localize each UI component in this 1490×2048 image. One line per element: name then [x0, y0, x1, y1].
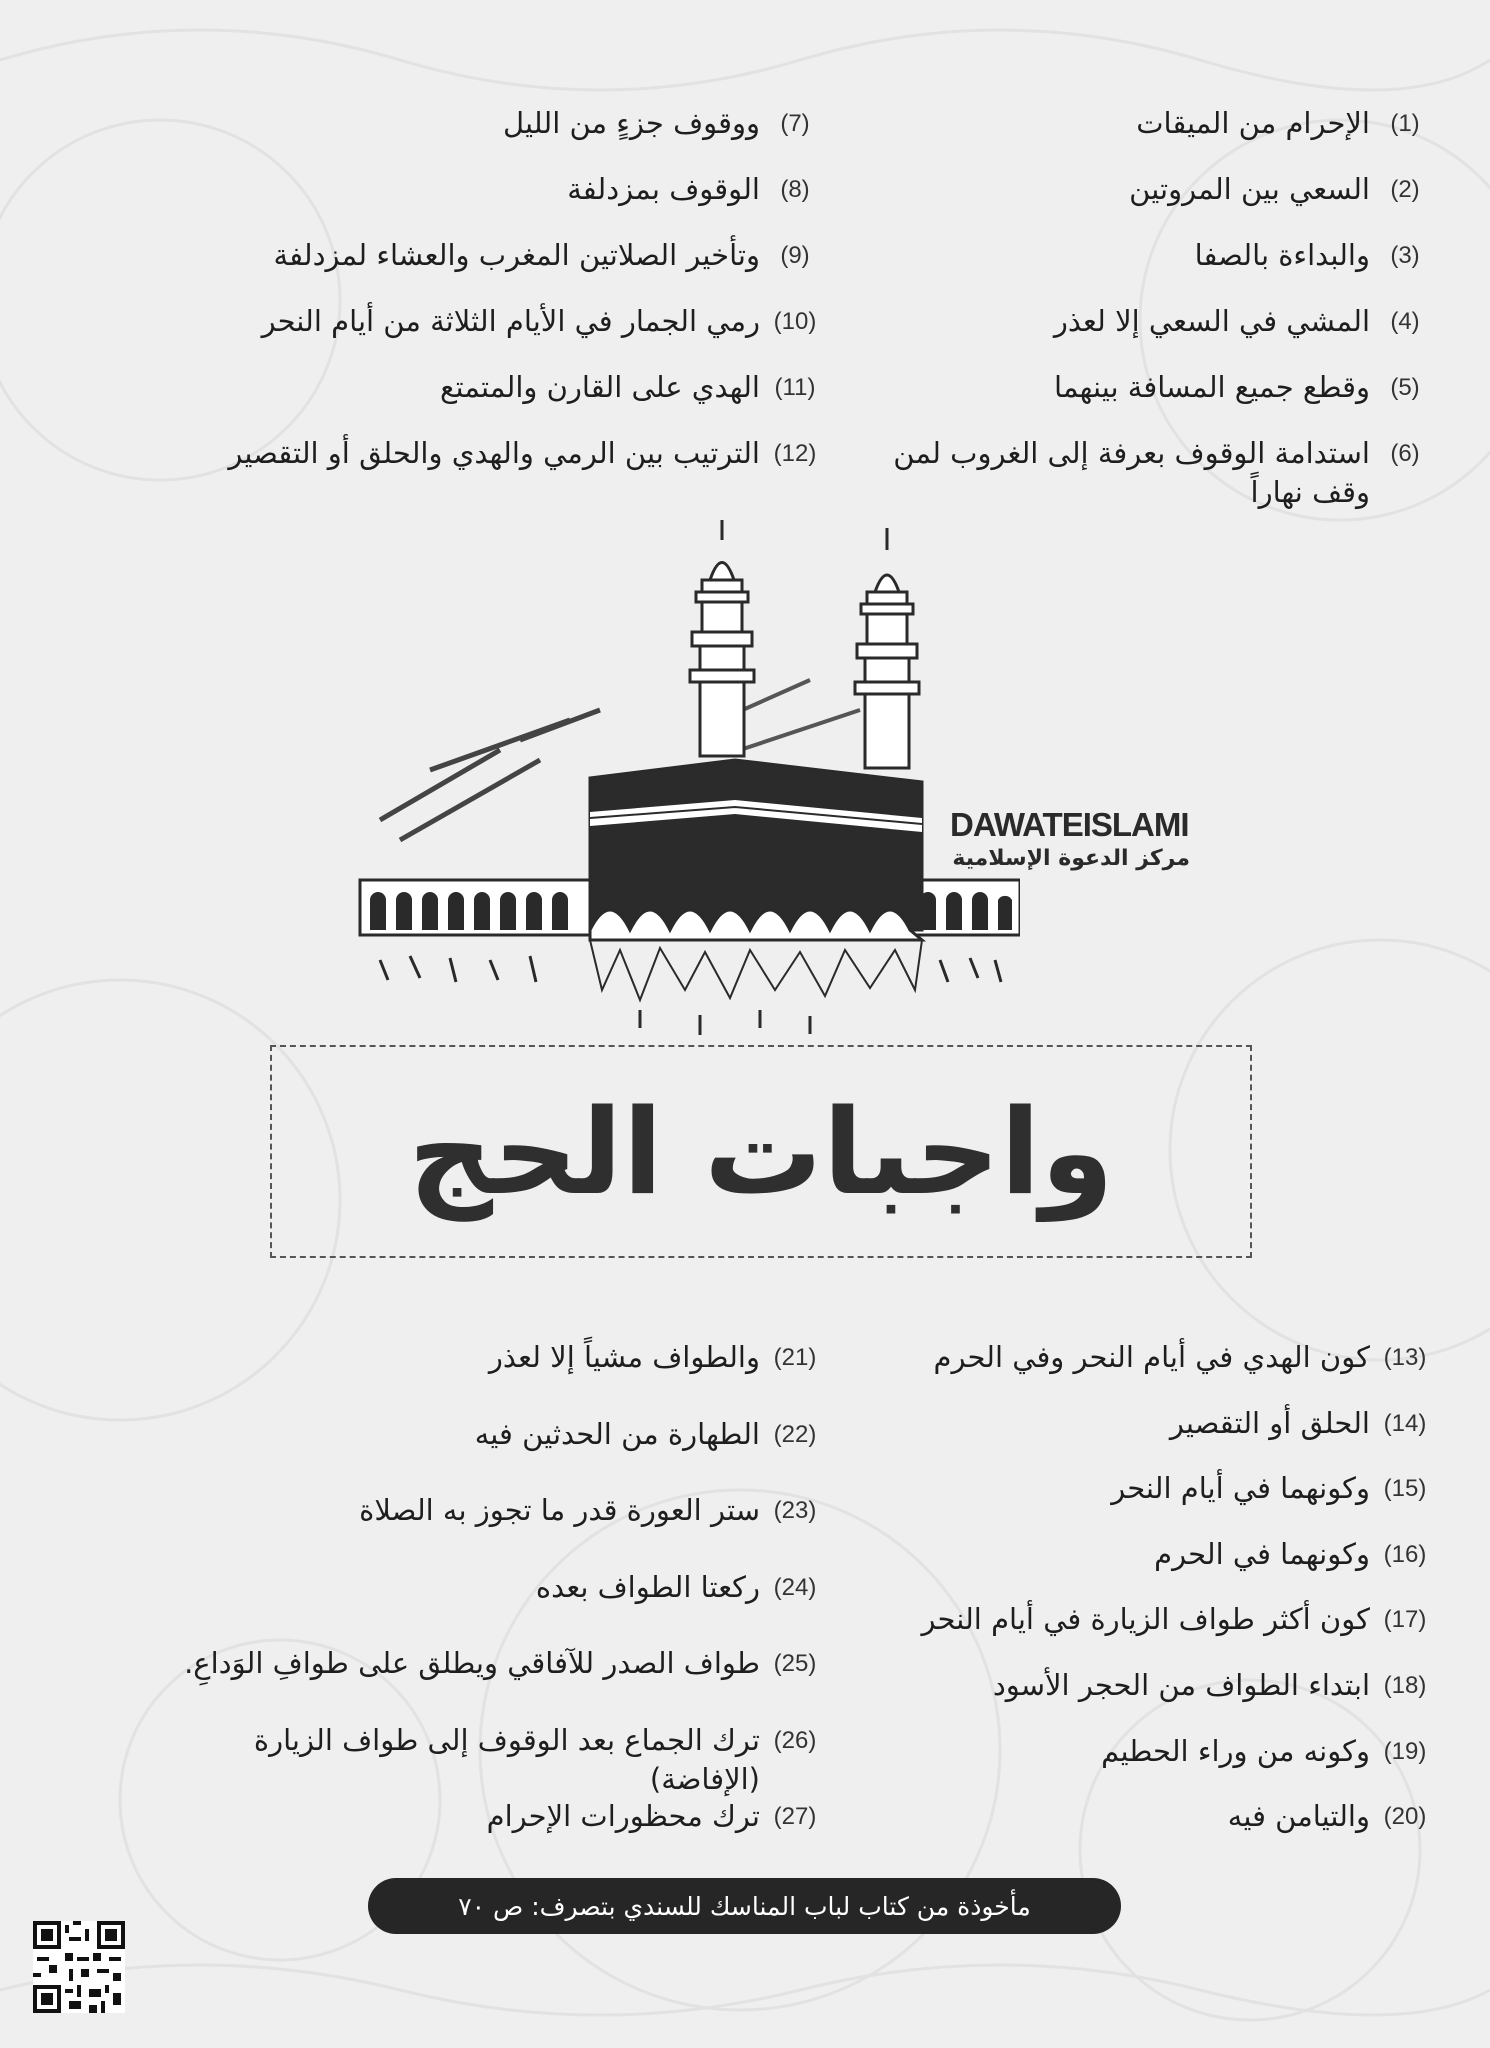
list-item [820, 170, 1440, 236]
kaaba-illustration [340, 520, 1020, 1040]
item-number: (26) [773, 1726, 817, 1754]
item-text: المشي في السعي إلا لعذر [1053, 304, 1370, 338]
item-number: (15) [1383, 1475, 1427, 1503]
list-item [170, 1338, 830, 1415]
list-item [170, 302, 830, 368]
title-frame [270, 1045, 1252, 1258]
item-number: (17) [1383, 1606, 1427, 1634]
item-number: (7) [780, 110, 810, 137]
item-number: (11) [774, 374, 816, 401]
kaaba [590, 760, 922, 1000]
item-number: (5) [1390, 374, 1420, 401]
item-text: وتأخير الصلاتين المغرب والعشاء لمزدلفة [273, 238, 760, 272]
item-number: (3) [1390, 242, 1420, 269]
list-item [820, 302, 1440, 368]
minaret-right [855, 528, 919, 768]
item-text: الوقوف بمزدلفة [567, 172, 760, 206]
item-number: (24) [773, 1573, 817, 1601]
item-number: (14) [1383, 1409, 1427, 1437]
item-text: ابتداء الطواف من الحجر الأسود [992, 1667, 1370, 1702]
list-item [170, 368, 830, 434]
item-text: كون أكثر طواف الزيارة في أيام النحر [921, 1602, 1370, 1637]
qr-code[interactable] [33, 1921, 125, 2013]
list-item [820, 1404, 1440, 1470]
item-text: السعي بين المروتين [1129, 172, 1370, 206]
list-item [820, 104, 1440, 170]
list-item [820, 368, 1440, 434]
logo-text-ar: مركز الدعوة الإسلامية [952, 846, 1190, 871]
item-text: ركعتا الطواف بعده [535, 1569, 760, 1604]
item-number: (20) [1383, 1803, 1427, 1831]
list-item [820, 1666, 1440, 1732]
item-number: (16) [1383, 1540, 1427, 1568]
list-item [820, 1338, 1440, 1404]
list-item [820, 236, 1440, 302]
list-item [170, 104, 830, 170]
item-text: ووقوف جزءٍ من الليل [503, 106, 760, 140]
item-number: (13) [1383, 1344, 1427, 1371]
list-item [820, 434, 1440, 512]
item-text: وكونهما في أيام النحر [1111, 1471, 1370, 1506]
list-item [170, 1721, 830, 1798]
list-item [820, 1732, 1440, 1798]
item-text: الحلق أو التقصير [1169, 1405, 1370, 1440]
list-item [170, 1644, 830, 1721]
item-text: وكونه من وراء الحطيم [1101, 1733, 1370, 1768]
logo-text-en: DAWATEISLAMI [950, 806, 1189, 843]
duties-list-top-right [820, 104, 1440, 512]
item-text: الترتيب بين الرمي والهدي والحلق أو التقصير [228, 436, 760, 470]
list-item [820, 1797, 1440, 1863]
item-text: والتيامن فيه [1227, 1799, 1370, 1834]
item-number: (1) [1390, 110, 1420, 137]
item-text: ستر العورة قدر ما تجوز به الصلاة [359, 1493, 760, 1527]
item-number: (6) [1390, 440, 1420, 467]
list-item [170, 434, 830, 500]
list-item [170, 1568, 830, 1645]
item-number: (9) [780, 242, 810, 269]
item-number: (19) [1383, 1737, 1427, 1765]
list-item [820, 1535, 1440, 1601]
item-text: الطهارة من الحدثين فيه [474, 1416, 760, 1451]
item-text: رمي الجمار في الأيام الثلاثة من أيام النحر [261, 304, 760, 338]
item-text: والطواف مشياً إلا لعذر [488, 1340, 760, 1374]
list-item [820, 1600, 1440, 1666]
duties-list-bottom-right [820, 1338, 1440, 1863]
item-text: كون الهدي في أيام النحر وفي الحرم [933, 1340, 1370, 1374]
item-number: (23) [773, 1497, 817, 1524]
item-number: (18) [1383, 1671, 1427, 1699]
item-text: وقطع جميع المسافة بينهما [1054, 370, 1370, 404]
list-item [170, 1415, 830, 1492]
item-number: (8) [780, 176, 810, 203]
list-item [170, 170, 830, 236]
item-number: (22) [773, 1420, 817, 1448]
item-number: (4) [1390, 308, 1420, 335]
item-text: استدامة الوقوف بعرفة إلى الغروب لمن وقف نهاراً [893, 436, 1370, 510]
item-text: الإحرام من الميقات [1136, 106, 1370, 140]
minaret-left [690, 520, 754, 756]
list-item [170, 236, 830, 302]
item-number: (12) [773, 440, 817, 467]
page-title: واجبات الحج [408, 1082, 1114, 1221]
dawateislami-logo [950, 806, 1190, 886]
item-number: (21) [773, 1344, 817, 1371]
item-text: وكونهما في الحرم [1154, 1536, 1370, 1571]
item-number: (25) [773, 1650, 817, 1677]
item-text: ترك الجماع بعد الوقوف إلى طواف الزيارة (الإفاضة) [253, 1722, 760, 1796]
item-number: (2) [1390, 176, 1420, 203]
item-text: طواف الصدر للآفاقي ويطلق على طوافِ الوَداعِ. [184, 1646, 760, 1680]
item-text: ترك محظورات الإحرام [486, 1799, 760, 1833]
source-citation: مأخوذة من كتاب لباب المناسك للسندي بتصرف: ص ٧٠ [368, 1878, 1121, 1934]
duties-list-bottom-left [170, 1338, 830, 1874]
list-item [170, 1797, 830, 1874]
item-number: (27) [773, 1803, 817, 1830]
duties-list-top-left [170, 104, 830, 500]
item-number: (10) [773, 308, 817, 335]
list-item [820, 1469, 1440, 1535]
item-text: الهدي على القارن والمتمتع [440, 370, 760, 404]
item-text: والبداءة بالصفا [1194, 238, 1370, 272]
list-item [170, 1491, 830, 1568]
